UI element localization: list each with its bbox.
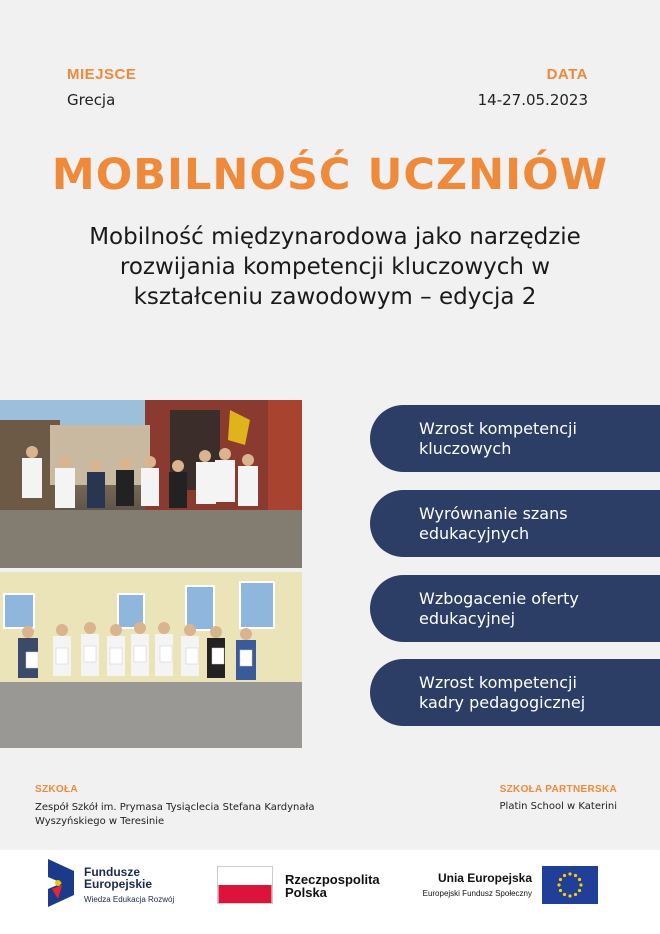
unia-europejska-text xyxy=(423,871,532,898)
goal-pill-1 xyxy=(370,405,660,472)
school-label: SZKOŁA xyxy=(35,784,78,795)
school-name: Zespół Szkół im. Prymasa Tysiąclecia Stefana Kardynała Wyszyńskiego w Teresinie xyxy=(35,802,315,827)
rzeczpospolita-text xyxy=(285,873,380,899)
partner-block xyxy=(500,784,617,812)
date-value: 14-27.05.2023 xyxy=(477,91,588,109)
group-photo-certificates-drawing xyxy=(0,572,302,748)
fe-line2: Europejskie xyxy=(84,877,153,891)
fundusze-europejskie-text xyxy=(84,866,174,906)
pl-line2: Polska xyxy=(285,885,327,900)
date-block xyxy=(478,66,588,109)
goal-pill-3 xyxy=(370,575,660,642)
date-label: DATA xyxy=(546,66,588,83)
partner-name: Platin School w Katerini xyxy=(499,801,617,812)
place-block xyxy=(67,66,136,109)
fe-line1: Fundusze xyxy=(84,865,140,879)
place-label: MIEJSCE xyxy=(67,66,137,83)
ue-line1: Unia Europejska xyxy=(437,871,532,885)
school-block xyxy=(35,784,335,829)
page-title: MOBILNOŚĆ UCZNIÓW xyxy=(51,150,609,200)
group-photo-outdoor-drawing xyxy=(0,400,302,568)
goal-pill-label: Wzbogacenie oferty edukacyjnej xyxy=(419,588,579,628)
goal-pill-4 xyxy=(370,659,660,726)
pl-line1: Rzeczpospolita xyxy=(285,872,380,887)
ue-sub: Europejski Fundusz Społeczny xyxy=(422,889,532,898)
goal-pill-2 xyxy=(370,490,660,557)
page-subtitle: Mobilność międzynarodowa jako narzędzie rozwijania kompetencji kluczowych w kształceniu zawodowym – edycja 2 xyxy=(89,224,581,310)
group-photo-certificates xyxy=(0,572,302,748)
eu-flag-icon xyxy=(542,866,598,904)
goal-pill-label: Wzrost kompetencji kluczowych xyxy=(419,418,577,458)
fundusze-europejskie-logo-icon xyxy=(48,859,74,907)
partner-label: SZKOŁA PARTNERSKA xyxy=(499,784,617,795)
group-photo-outdoor xyxy=(0,400,302,568)
goal-pill-label: Wyrównanie szans edukacyjnych xyxy=(419,503,568,543)
goal-pill-label: Wzrost kompetencji kadry pedagogicznej xyxy=(419,672,586,712)
place-value: Grecja xyxy=(67,91,116,109)
poland-flag-icon xyxy=(217,866,273,904)
fe-sub: Wiedza Edukacja Rozwój xyxy=(84,895,175,904)
